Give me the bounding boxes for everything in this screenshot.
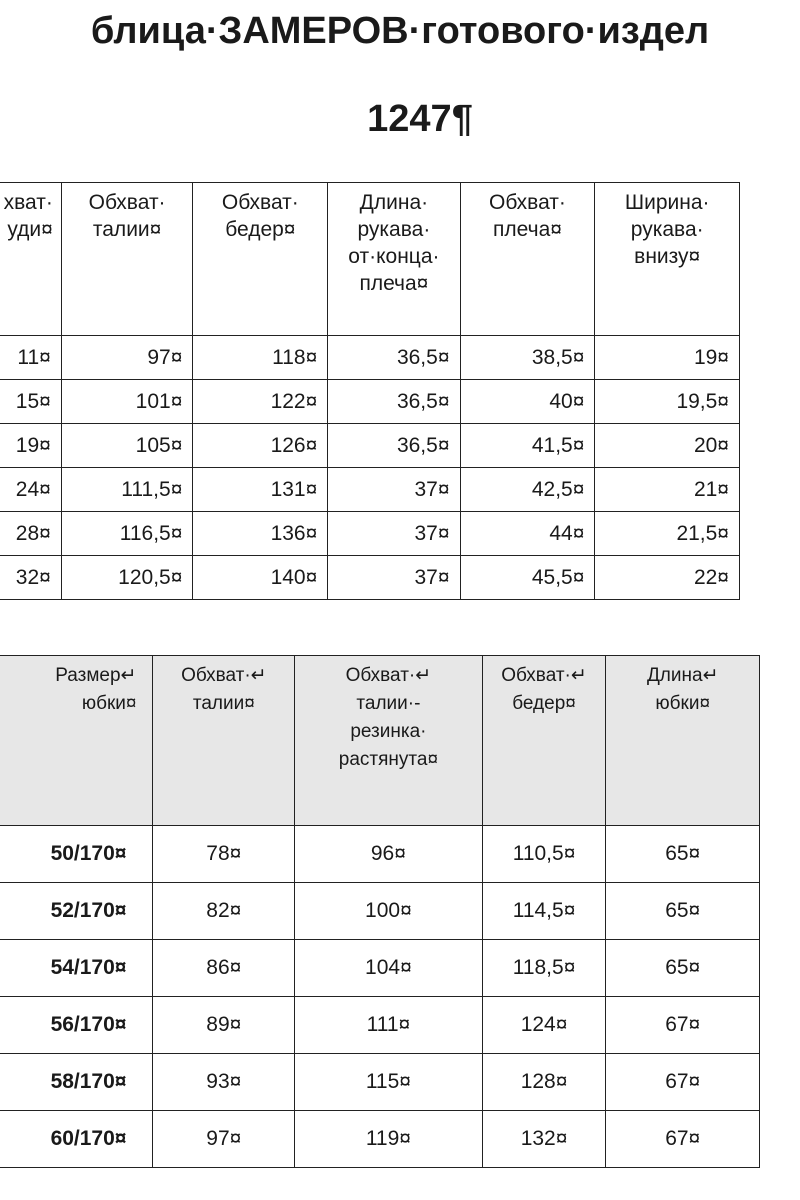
header-cell bbox=[0, 656, 153, 826]
table-cell: 118¤ bbox=[193, 336, 328, 380]
header-cell bbox=[153, 656, 295, 826]
table-cell: 140¤ bbox=[193, 556, 328, 600]
table-cell: 45,5¤ bbox=[460, 556, 595, 600]
header-label: Обхват·↵ талии·- резинка· растянута¤ bbox=[338, 665, 439, 770]
table-cell: 38,5¤ bbox=[460, 336, 595, 380]
header-cell bbox=[460, 183, 595, 336]
table-cell: 19¤ bbox=[0, 424, 61, 468]
size-cell: 52/170¤ bbox=[0, 883, 153, 940]
header-cell bbox=[606, 656, 760, 826]
table-cell: 104¤ bbox=[295, 940, 483, 997]
header-label: Обхват· плеча¤ bbox=[489, 191, 566, 241]
table-cell: 111,5¤ bbox=[61, 468, 193, 512]
header-label: Ширина· рукава· внизу¤ bbox=[624, 191, 710, 268]
header-label: Обхват·↵ бедер¤ bbox=[501, 665, 587, 714]
header-cell bbox=[193, 183, 328, 336]
table-cell: 21,5¤ bbox=[595, 512, 740, 556]
header-label: Длина· рукава· от·конца· плеча¤ bbox=[348, 191, 440, 295]
table-cell: 110,5¤ bbox=[482, 826, 606, 883]
size-cell: 54/170¤ bbox=[0, 940, 153, 997]
table-cell: 36,5¤ bbox=[328, 336, 460, 380]
table-cell: 15¤ bbox=[0, 380, 61, 424]
table-row bbox=[0, 556, 740, 600]
table-cell: 78¤ bbox=[153, 826, 295, 883]
table-cell: 114,5¤ bbox=[482, 883, 606, 940]
table-cell: 86¤ bbox=[153, 940, 295, 997]
table-row bbox=[0, 512, 740, 556]
table-cell: 97¤ bbox=[61, 336, 193, 380]
table-cell: 41,5¤ bbox=[460, 424, 595, 468]
table-cell: 105¤ bbox=[61, 424, 193, 468]
table-cell: 37¤ bbox=[328, 556, 460, 600]
table-cell: 97¤ bbox=[153, 1111, 295, 1168]
skirt-measurements-table bbox=[0, 655, 760, 1168]
table-cell: 42,5¤ bbox=[460, 468, 595, 512]
table-cell: 37¤ bbox=[328, 512, 460, 556]
header-label: Обхват· бедер¤ bbox=[221, 191, 299, 241]
table-row bbox=[0, 883, 760, 940]
header-cell bbox=[295, 656, 483, 826]
table-cell: 115¤ bbox=[295, 1054, 483, 1111]
table-cell: 11¤ bbox=[0, 336, 61, 380]
table-cell: 67¤ bbox=[606, 1111, 760, 1168]
header-cell bbox=[61, 183, 193, 336]
table-cell: 24¤ bbox=[0, 468, 61, 512]
table-cell: 136¤ bbox=[193, 512, 328, 556]
table-cell: 44¤ bbox=[460, 512, 595, 556]
table-row bbox=[0, 380, 740, 424]
header-cell bbox=[595, 183, 740, 336]
header-cell bbox=[482, 656, 606, 826]
table-cell: 67¤ bbox=[606, 997, 760, 1054]
table-cell: 37¤ bbox=[328, 468, 460, 512]
table-cell: 126¤ bbox=[193, 424, 328, 468]
document-title: блица·ЗАМЕРОВ·готового·издел bbox=[90, 10, 710, 52]
table-row bbox=[0, 826, 760, 883]
size-cell: 56/170¤ bbox=[0, 997, 153, 1054]
table-cell: 128¤ bbox=[482, 1054, 606, 1111]
header-label: хват· уди¤ bbox=[3, 191, 53, 241]
table-header-row bbox=[0, 183, 740, 336]
table-header-row bbox=[0, 656, 760, 826]
table-row bbox=[0, 997, 760, 1054]
top-measurements-table bbox=[0, 182, 740, 600]
table-row bbox=[0, 1054, 760, 1111]
header-label: Размер↵ юбки¤ bbox=[55, 665, 137, 714]
table-cell: 36,5¤ bbox=[328, 380, 460, 424]
table-cell: 101¤ bbox=[61, 380, 193, 424]
table-cell: 116,5¤ bbox=[61, 512, 193, 556]
table-row bbox=[0, 424, 740, 468]
table-cell: 119¤ bbox=[295, 1111, 483, 1168]
size-cell: 58/170¤ bbox=[0, 1054, 153, 1111]
table-row bbox=[0, 336, 740, 380]
table-cell: 65¤ bbox=[606, 826, 760, 883]
table-cell: 131¤ bbox=[193, 468, 328, 512]
table-cell: 19,5¤ bbox=[595, 380, 740, 424]
document-model-number: 1247¶ bbox=[367, 98, 473, 140]
size-cell: 60/170¤ bbox=[0, 1111, 153, 1168]
table-cell: 120,5¤ bbox=[61, 556, 193, 600]
table-row bbox=[0, 940, 760, 997]
table-cell: 19¤ bbox=[595, 336, 740, 380]
table-cell: 36,5¤ bbox=[328, 424, 460, 468]
size-cell: 50/170¤ bbox=[0, 826, 153, 883]
table-cell: 67¤ bbox=[606, 1054, 760, 1111]
table-cell: 65¤ bbox=[606, 940, 760, 997]
header-label: Обхват· талии¤ bbox=[88, 191, 166, 241]
table-row bbox=[0, 468, 740, 512]
table-cell: 22¤ bbox=[595, 556, 740, 600]
table-cell: 20¤ bbox=[595, 424, 740, 468]
header-cell bbox=[0, 183, 61, 336]
header-label: Длина↵ юбки¤ bbox=[646, 665, 719, 714]
table-cell: 40¤ bbox=[460, 380, 595, 424]
table-cell: 132¤ bbox=[482, 1111, 606, 1168]
table-cell: 65¤ bbox=[606, 883, 760, 940]
header-cell bbox=[328, 183, 460, 336]
table-cell: 111¤ bbox=[295, 997, 483, 1054]
table-cell: 32¤ bbox=[0, 556, 61, 600]
table-row bbox=[0, 1111, 760, 1168]
table-cell: 100¤ bbox=[295, 883, 483, 940]
table-cell: 82¤ bbox=[153, 883, 295, 940]
table-cell: 118,5¤ bbox=[482, 940, 606, 997]
table-cell: 21¤ bbox=[595, 468, 740, 512]
table-cell: 28¤ bbox=[0, 512, 61, 556]
table-cell: 93¤ bbox=[153, 1054, 295, 1111]
table-cell: 96¤ bbox=[295, 826, 483, 883]
header-label: Обхват·↵ талии¤ bbox=[181, 665, 267, 714]
table-cell: 124¤ bbox=[482, 997, 606, 1054]
table-cell: 122¤ bbox=[193, 380, 328, 424]
table-cell: 89¤ bbox=[153, 997, 295, 1054]
